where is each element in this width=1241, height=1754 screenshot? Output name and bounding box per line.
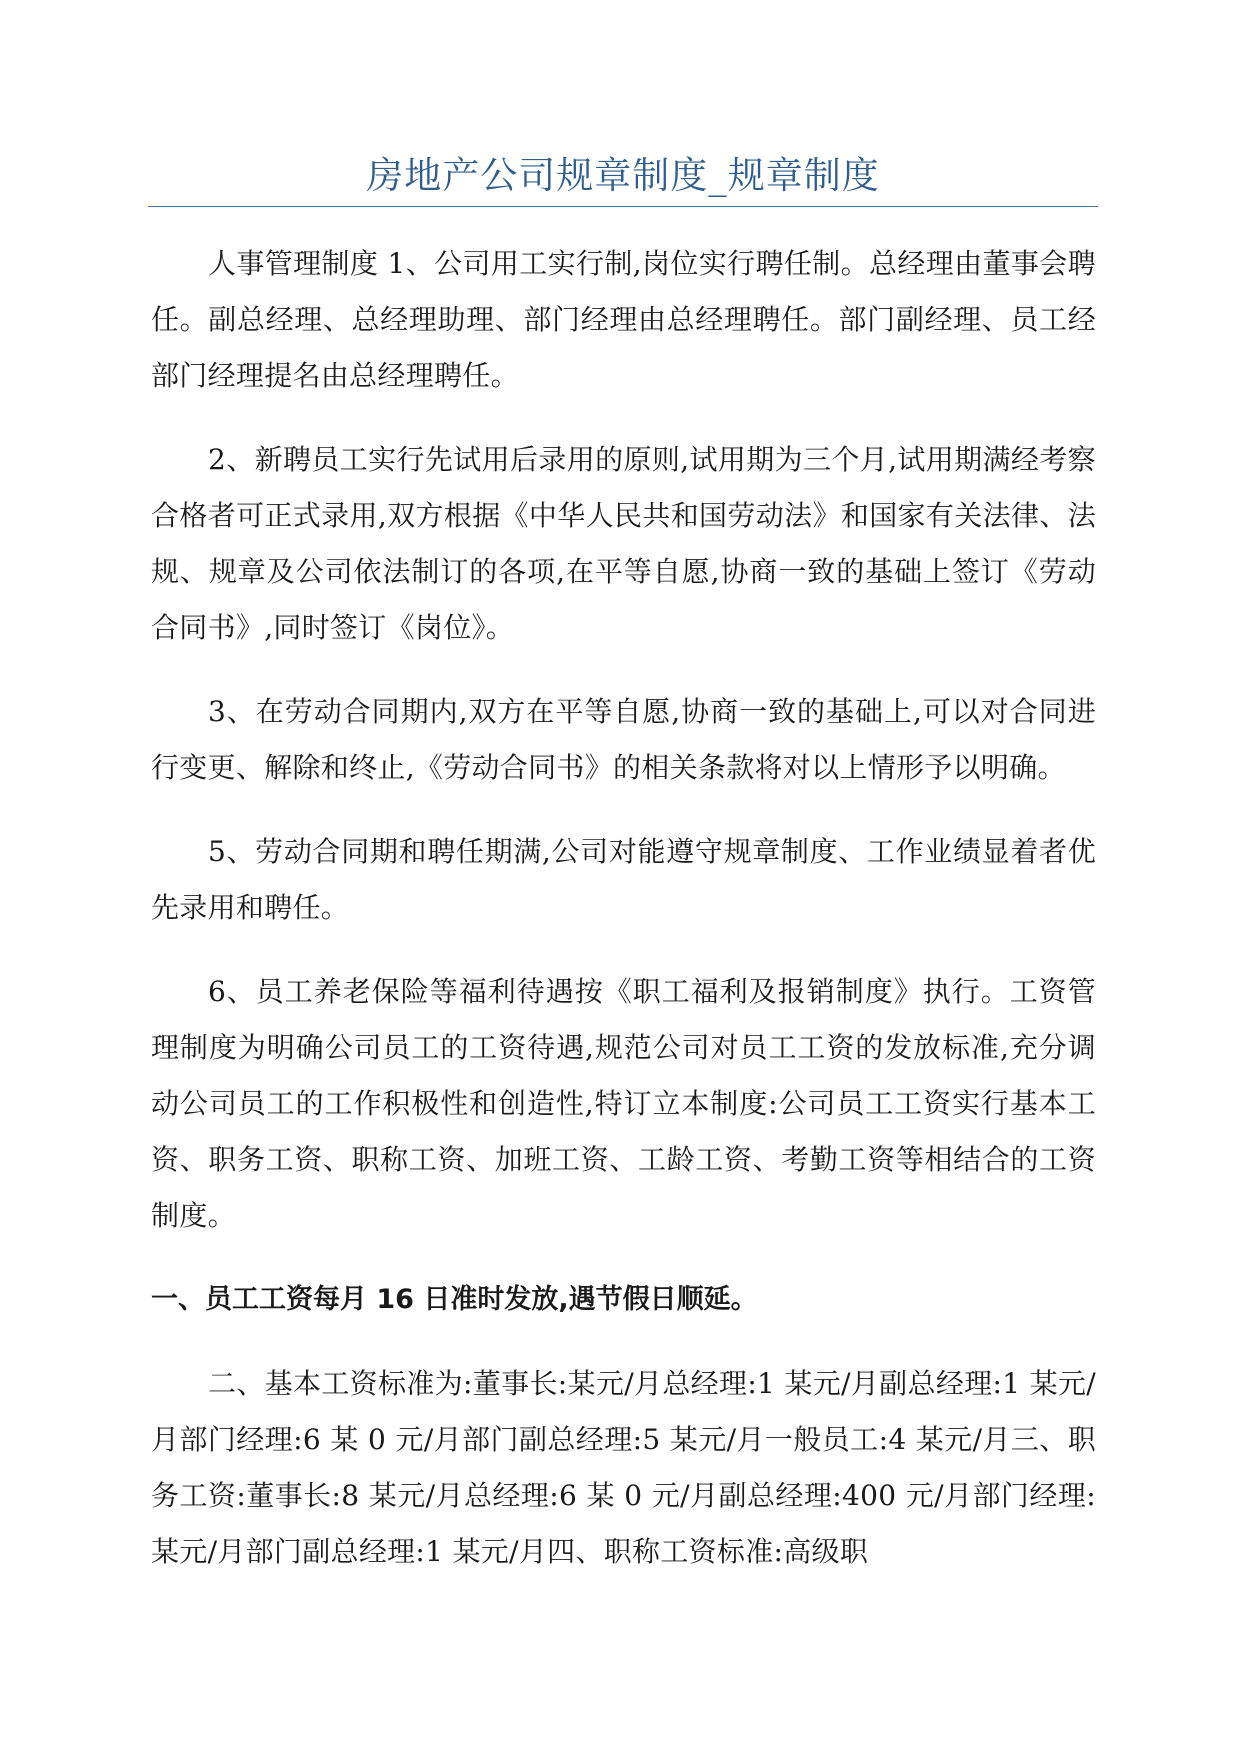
title-underline	[148, 206, 1098, 207]
paragraph-benefits-and-wages: 6、员工养老保险等福利待遇按《职工福利及报销制度》执行。工资管理制度为明确公司员工的工资待遇,规范公司对员工工资的发放标准,充分调动公司员工的工作积极性和创造性,特订立本制度:公司员工工资实行基本工资、职务工资、职称工资、加班工资、工龄工资、考勤工资等相结合的工资制度。	[151, 975, 1096, 1232]
paragraph-personnel-management: 人事管理制度 1、公司用工实行制,岗位实行聘任制。总经理由董事会聘任。副总经理、总经理助理、部门经理由总经理聘任。部门副经理、员工经部门经理提名由总经理聘任。	[151, 247, 1096, 392]
paragraph-probation: 2、新聘员工实行先试用后录用的原则,试用期为三个月,试用期满经考察合格者可正式录用,双方根据《中华人民共和国劳动法》和国家有关法律、法规、规章及公司依法制订的各项,在平等自愿,协商一致的基础上签订《劳动合同书》,同时签订《岗位》。	[151, 443, 1096, 644]
document-title: 房地产公司规章制度_规章制度	[366, 154, 880, 197]
paragraph-contract-renewal: 5、劳动合同期和聘任期满,公司对能遵守规章制度、工作业绩显着者优先录用和聘任。	[151, 835, 1096, 924]
paragraph-contract-changes: 3、在劳动合同期内,双方在平等自愿,协商一致的基础上,可以对合同进行变更、解除和终止,《劳动合同书》的相关条款将对以上情形予以明确。	[151, 695, 1096, 784]
document-body	[151, 236, 1096, 1608]
paragraph-salary-standards: 二、基本工资标准为:董事长:某元/月总经理:1 某元/月副总经理:1 某元/月部门经理:6 某 0 元/月部门副总经理:5 某元/月一般员工:4 某元/月三、职务工资:董事长:8 某元/月总经理:6 某 0 元/月副总经理:400 元/月部门经理:某元/月部门副总经理:1 某元/月四、职称工资标准:高级职	[151, 1367, 1096, 1568]
section-heading-payday: 一、员工工资每月 16 日准时发放,遇节假日顺延。	[151, 1284, 758, 1315]
